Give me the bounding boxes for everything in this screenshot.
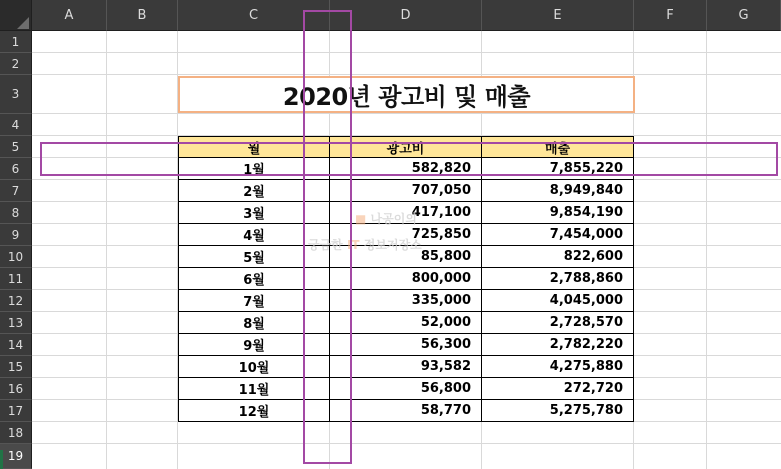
row-header-7[interactable]: 7 bbox=[0, 180, 32, 202]
row-header-13[interactable]: 13 bbox=[0, 312, 32, 334]
sales-cell[interactable]: 7,855,220 bbox=[482, 158, 634, 180]
month-cell[interactable]: 1월 bbox=[178, 158, 330, 180]
watermark-line2: 궁금한 IT 정보저장소 bbox=[308, 238, 422, 252]
ad-cost-cell[interactable]: 85,800 bbox=[330, 246, 482, 268]
gridline-h bbox=[32, 113, 781, 114]
month-cell[interactable]: 2월 bbox=[178, 180, 330, 202]
sales-cell[interactable]: 2,782,220 bbox=[482, 334, 634, 356]
sales-cell[interactable]: 9,854,190 bbox=[482, 202, 634, 224]
select-all-icon bbox=[17, 17, 29, 29]
ad-cost-cell[interactable]: 725,850 bbox=[330, 224, 482, 246]
month-cell[interactable]: 7월 bbox=[178, 290, 330, 312]
row-header-14[interactable]: 14 bbox=[0, 334, 32, 356]
month-cell[interactable]: 8월 bbox=[178, 312, 330, 334]
row-header-2[interactable]: 2 bbox=[0, 53, 32, 75]
table-header-cell[interactable]: 매출 bbox=[482, 136, 634, 158]
selected-row-indicator bbox=[0, 450, 3, 469]
gridline-v bbox=[106, 31, 107, 469]
gridline-h bbox=[32, 74, 781, 75]
row-header-9[interactable]: 9 bbox=[0, 224, 32, 246]
row-header-4[interactable]: 4 bbox=[0, 114, 32, 136]
ad-cost-cell[interactable]: 582,820 bbox=[330, 158, 482, 180]
ad-cost-cell[interactable]: 56,800 bbox=[330, 378, 482, 400]
row-header-10[interactable]: 10 bbox=[0, 246, 32, 268]
table-header-cell[interactable]: 월 bbox=[178, 136, 330, 158]
row-header-6[interactable]: 6 bbox=[0, 158, 32, 180]
column-highlight-box bbox=[303, 10, 352, 464]
month-cell[interactable]: 11월 bbox=[178, 378, 330, 400]
ad-cost-cell[interactable]: 58,770 bbox=[330, 400, 482, 422]
ad-cost-cell[interactable]: 335,000 bbox=[330, 290, 482, 312]
month-cell[interactable]: 6월 bbox=[178, 268, 330, 290]
column-header-c[interactable]: C bbox=[178, 0, 330, 31]
sales-cell[interactable]: 2,788,860 bbox=[482, 268, 634, 290]
sales-cell[interactable]: 272,720 bbox=[482, 378, 634, 400]
month-cell[interactable]: 10월 bbox=[178, 356, 330, 378]
month-cell[interactable]: 4월 bbox=[178, 224, 330, 246]
ad-cost-cell[interactable]: 93,582 bbox=[330, 356, 482, 378]
row-header-19[interactable]: 19 bbox=[0, 444, 32, 469]
sales-cell[interactable]: 2,728,570 bbox=[482, 312, 634, 334]
gridline-v bbox=[706, 31, 707, 469]
watermark-logo-icon: ■ bbox=[355, 212, 367, 226]
row-header-8[interactable]: 8 bbox=[0, 202, 32, 224]
column-header-f[interactable]: F bbox=[634, 0, 707, 31]
sales-cell[interactable]: 4,275,880 bbox=[482, 356, 634, 378]
sales-cell[interactable]: 5,275,780 bbox=[482, 400, 634, 422]
column-header-g[interactable]: G bbox=[707, 0, 781, 31]
ad-cost-cell[interactable]: 52,000 bbox=[330, 312, 482, 334]
row-header-11[interactable]: 11 bbox=[0, 268, 32, 290]
sales-cell[interactable]: 8,949,840 bbox=[482, 180, 634, 202]
ad-cost-cell[interactable]: 417,100 bbox=[330, 202, 482, 224]
sheet-title[interactable]: 2020년 광고비 및 매출 bbox=[178, 76, 635, 113]
table-header-cell[interactable]: 광고비 bbox=[330, 136, 482, 158]
ad-cost-cell[interactable]: 56,300 bbox=[330, 334, 482, 356]
sales-cell[interactable]: 4,045,000 bbox=[482, 290, 634, 312]
month-cell[interactable]: 5월 bbox=[178, 246, 330, 268]
month-cell[interactable]: 9월 bbox=[178, 334, 330, 356]
row-header-12[interactable]: 12 bbox=[0, 290, 32, 312]
column-header-a[interactable]: A bbox=[32, 0, 107, 31]
row-header-15[interactable]: 15 bbox=[0, 356, 32, 378]
row-header-1[interactable]: 1 bbox=[0, 31, 32, 53]
row-highlight-box bbox=[40, 142, 778, 176]
column-header-e[interactable]: E bbox=[482, 0, 634, 31]
column-header-d[interactable]: D bbox=[330, 0, 482, 31]
row-header-3[interactable]: 3 bbox=[0, 75, 32, 114]
gridline-h bbox=[32, 52, 781, 53]
row-header-18[interactable]: 18 bbox=[0, 422, 32, 444]
ad-cost-cell[interactable]: 800,000 bbox=[330, 268, 482, 290]
month-cell[interactable]: 12월 bbox=[178, 400, 330, 422]
sales-cell[interactable]: 7,454,000 bbox=[482, 224, 634, 246]
row-header-5[interactable]: 5 bbox=[0, 136, 32, 158]
row-header-16[interactable]: 16 bbox=[0, 378, 32, 400]
ad-cost-cell[interactable]: 707,050 bbox=[330, 180, 482, 202]
sales-cell[interactable]: 822,600 bbox=[482, 246, 634, 268]
gridline-h bbox=[32, 443, 781, 444]
month-cell[interactable]: 3월 bbox=[178, 202, 330, 224]
watermark-line1: ■ 나공이의 bbox=[355, 212, 417, 226]
row-header-17[interactable]: 17 bbox=[0, 400, 32, 422]
column-header-b[interactable]: B bbox=[107, 0, 178, 31]
